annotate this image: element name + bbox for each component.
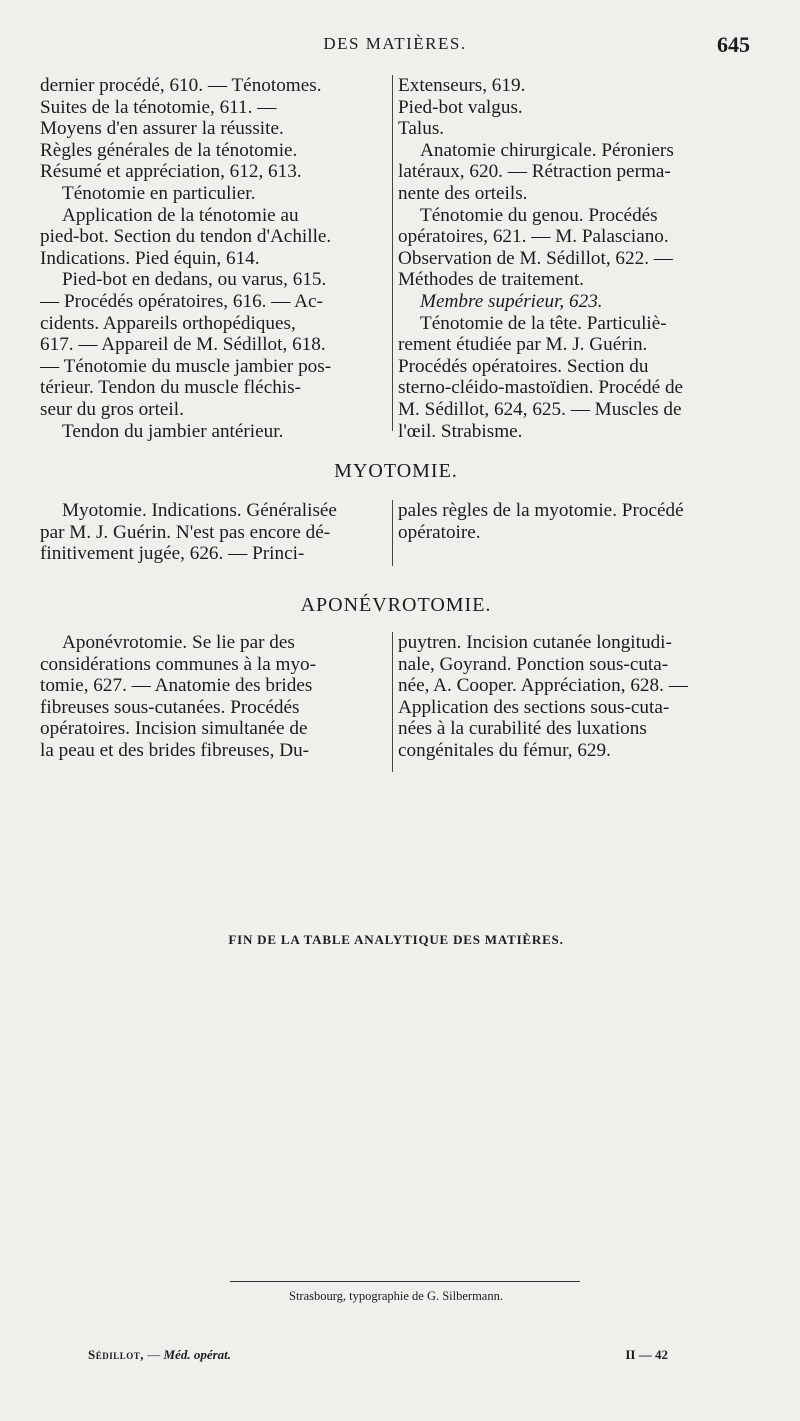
footer xyxy=(88,1347,668,1369)
signature-mark: II — 42 xyxy=(625,1347,668,1362)
entry-line: Anatomie chirurgicale. Péroniers xyxy=(420,139,674,161)
myotomie-entries xyxy=(40,500,752,570)
section-heading-aponevrotomie: APONÉVROTOMIE. xyxy=(300,594,492,616)
entry-line: la peau et des brides fibreuses, Du- xyxy=(40,739,310,761)
column-rule xyxy=(392,75,393,431)
left-column xyxy=(40,500,386,565)
entry-line: Pied-bot en dedans, ou varus, 615. xyxy=(62,269,327,291)
entry-line: pied-bot. Section du tendon d'Achille. xyxy=(40,226,332,248)
left-column xyxy=(40,632,386,762)
entry-line: congénitales du fémur, 629. xyxy=(398,739,611,761)
entry-line: pales règles de la myotomie. Procédé xyxy=(398,500,684,521)
entry-line: puytren. Incision cutanée longitudi- xyxy=(398,632,672,653)
entry-line: nale, Goyrand. Ponction sous-cuta- xyxy=(398,653,669,675)
printer-imprint: Strasbourg, typographie de G. Silbermann. xyxy=(289,1289,503,1303)
entry-line: — Procédés opératoires, 616. — Ac- xyxy=(40,290,323,312)
entry-line: Résumé et appréciation, 612, 613. xyxy=(40,161,302,183)
entry-line: Tendon du jambier antérieur. xyxy=(62,420,284,442)
entry-line: Ténotomie de la tête. Particuliè- xyxy=(420,312,667,334)
entry-line: née, A. Cooper. Appréciation, 628. — xyxy=(398,675,688,697)
entry-line: finitivement jugée, 626. — Princi- xyxy=(40,543,305,565)
entry-line: opératoires. Incision simultanée de xyxy=(40,718,308,740)
footer-author: Sédillot, xyxy=(88,1347,144,1362)
aponevrotomie-entries xyxy=(40,632,752,772)
entry-line: par M. J. Guérin. N'est pas encore dé- xyxy=(40,521,331,543)
entry-line: Aponévrotomie. Se lie par des xyxy=(62,632,295,653)
entry-line: opératoires, 621. — M. Palasciano. xyxy=(398,226,669,248)
entry-line: seur du gros orteil. xyxy=(40,398,184,420)
footer-separator: — xyxy=(144,1347,164,1362)
end-of-table-note: FIN DE LA TABLE ANALYTIQUE DES MATIÈRES. xyxy=(228,932,564,947)
entry-line: M. Sédillot, 624, 625. — Muscles de xyxy=(398,398,682,420)
entry-line: dernier procédé, 610. — Ténotomes. xyxy=(40,75,322,96)
entry-line: Ténotomie du genou. Procédés xyxy=(420,204,658,226)
entry-line: — Ténotomie du muscle jambier pos- xyxy=(40,355,332,377)
right-column xyxy=(398,500,752,543)
footer-author-work xyxy=(88,1347,231,1363)
page-number: 645 xyxy=(717,32,750,57)
running-title: DES MATIÈRES. xyxy=(323,34,467,53)
entry-line: latéraux, 620. — Rétraction perma- xyxy=(398,161,671,183)
entry-line: Myotomie. Indications. Généralisée xyxy=(62,500,337,521)
entry-line: Indications. Pied équin, 614. xyxy=(40,247,260,269)
entry-line: Extenseurs, 619. xyxy=(398,75,526,96)
running-head xyxy=(40,34,750,60)
entry-line: fibreuses sous-cutanées. Procédés xyxy=(40,696,300,718)
entry-line: tomie, 627. — Anatomie des brides xyxy=(40,675,313,697)
subsection-membre-superieur: Membre supérieur, 623. xyxy=(420,290,603,312)
entry-line: nente des orteils. xyxy=(398,182,528,204)
column-rule xyxy=(392,632,393,772)
entry-line: térieur. Tendon du muscle fléchis- xyxy=(40,377,301,399)
footer-work: Méd. opérat. xyxy=(163,1347,232,1362)
tenotomie-entries xyxy=(40,75,752,445)
entry-line: Règles générales de la ténotomie. xyxy=(40,139,298,161)
entry-line: rement étudiée par M. J. Guérin. xyxy=(398,334,648,356)
right-column xyxy=(398,632,752,762)
right-column xyxy=(398,75,752,442)
entry-line: Talus. xyxy=(398,118,445,140)
entry-line: Moyens d'en assurer la réussite. xyxy=(40,118,284,140)
printer-rule xyxy=(230,1281,580,1282)
entry-line: 617. — Appareil de M. Sédillot, 618. xyxy=(40,334,326,356)
entry-line: cidents. Appareils orthopédiques, xyxy=(40,312,296,334)
entry-line: Ténotomie en particulier. xyxy=(62,182,256,204)
column-rule xyxy=(392,500,393,566)
entry-line: Observation de M. Sédillot, 622. — xyxy=(398,247,673,269)
entry-line: opératoire. xyxy=(398,521,481,543)
entry-line: Application de la ténotomie au xyxy=(62,204,299,226)
entry-line: Application des sections sous-cuta- xyxy=(398,696,670,718)
entry-line: Pied-bot valgus. xyxy=(398,96,523,118)
entry-line: Méthodes de traitement. xyxy=(398,269,584,291)
entry-line: l'œil. Strabisme. xyxy=(398,420,523,442)
entry-line: nées à la curabilité des luxations xyxy=(398,718,647,740)
entry-line: considérations communes à la myo- xyxy=(40,653,317,675)
entry-line: sterno-cléido-mastoïdien. Procédé de xyxy=(398,377,684,399)
left-column xyxy=(40,75,386,442)
entry-line: Suites de la ténotomie, 611. — xyxy=(40,96,277,118)
section-heading-myotomie: MYOTOMIE. xyxy=(334,460,458,482)
entry-line: Procédés opératoires. Section du xyxy=(398,355,649,377)
